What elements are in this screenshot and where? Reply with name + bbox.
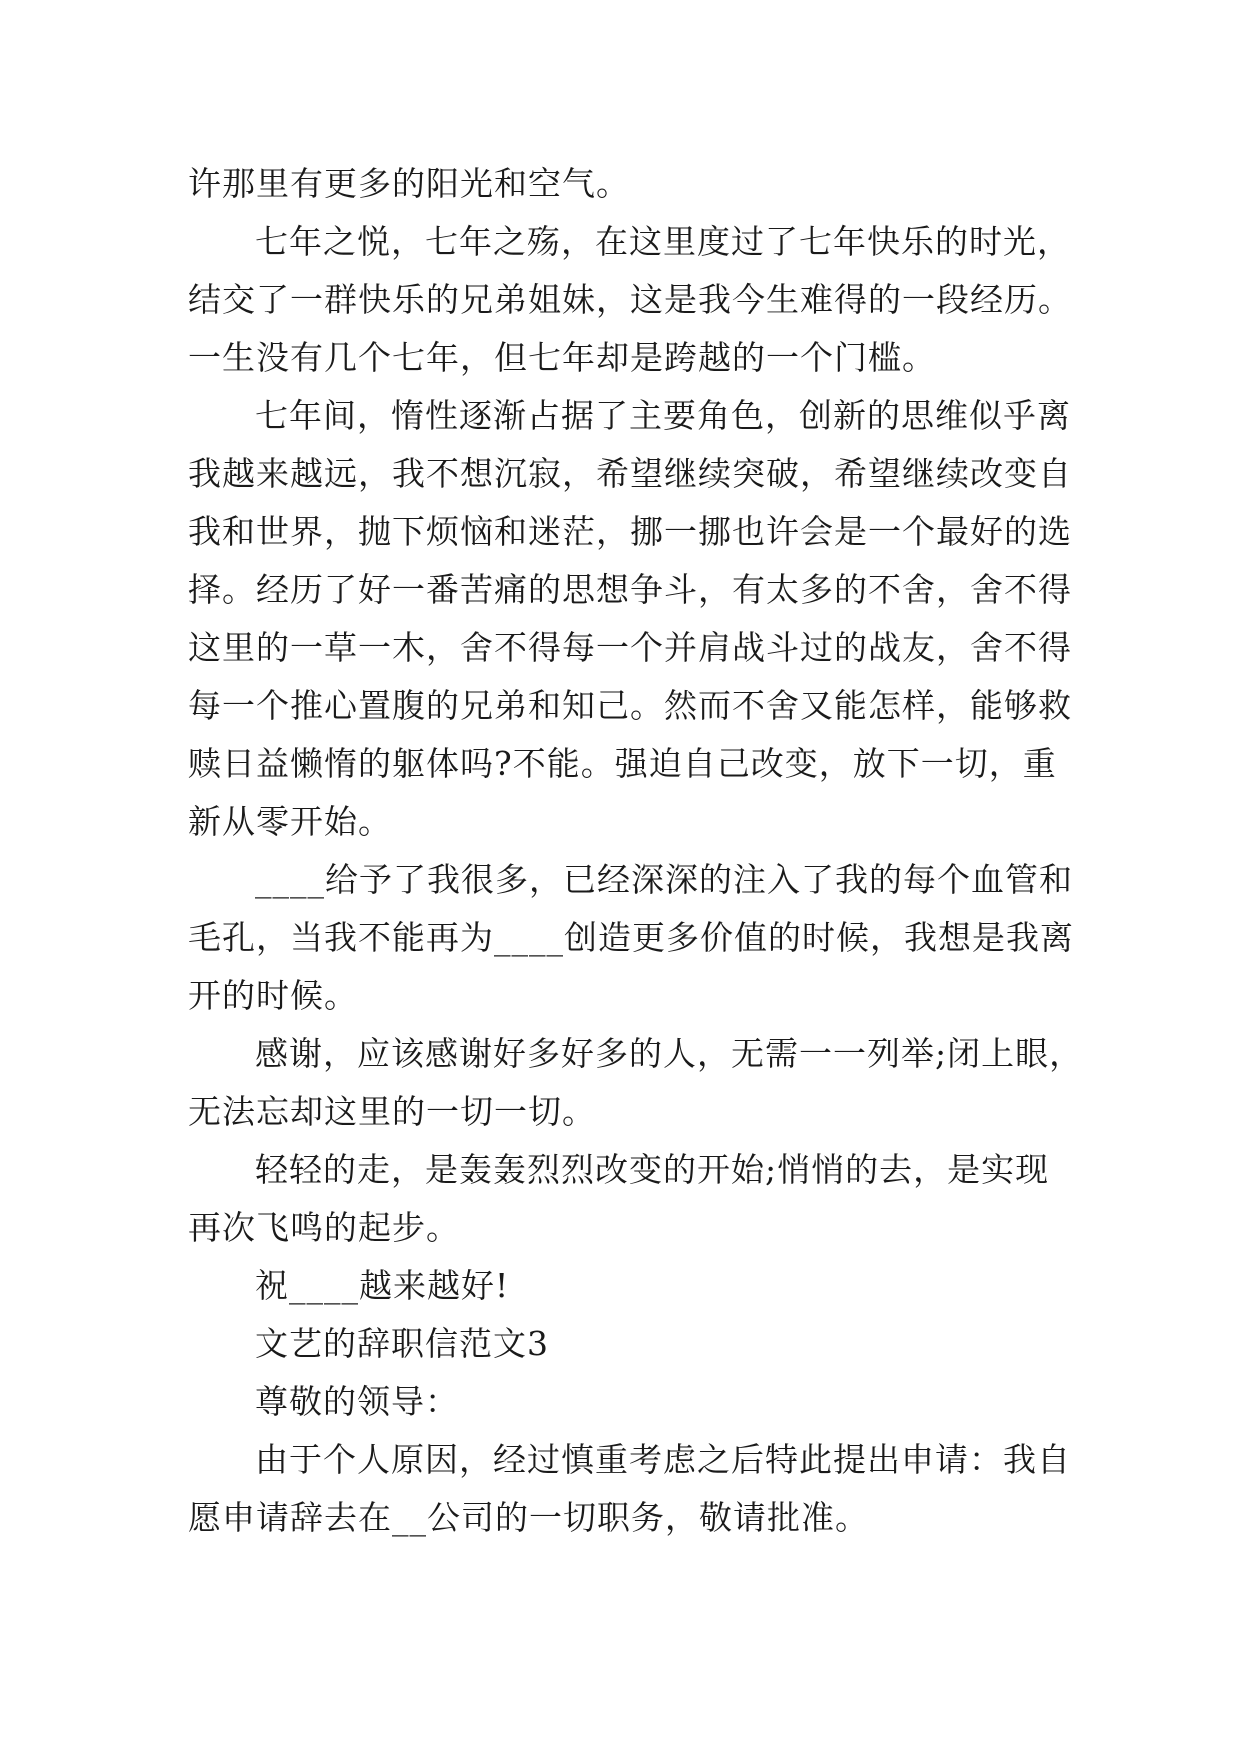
body-line: 无法忘却这里的一切一切。 bbox=[188, 1092, 596, 1131]
closing-wish: 祝____越来越好! bbox=[255, 1266, 510, 1305]
body-line: 再次飞鸣的起步。 bbox=[188, 1208, 460, 1247]
body-line: 愿申请辞去在__公司的一切职务，敬请批准。 bbox=[188, 1498, 869, 1537]
paragraph-start-line: ____给予了我很多，已经深深的注入了我的每个血管和 bbox=[255, 860, 1073, 899]
body-line: 一生没有几个七年，但七年却是跨越的一个门槛。 bbox=[188, 338, 936, 377]
body-line: 我越来越远，我不想沉寂，希望继续突破，希望继续改变自 bbox=[188, 454, 1072, 493]
paragraph-start-line: 感谢，应该感谢好多好多的人，无需一一列举;闭上眼， bbox=[255, 1034, 1084, 1073]
paragraph-start-line: 轻轻的走，是轰轰烈烈改变的开始;悄悄的去，是实现 bbox=[255, 1150, 1050, 1189]
body-line: 赎日益懒惰的躯体吗?不能。强迫自己改变，放下一切，重 bbox=[188, 744, 1057, 783]
body-line: 我和世界，抛下烦恼和迷茫，挪一挪也许会是一个最好的选 bbox=[188, 512, 1072, 551]
body-line: 许那里有更多的阳光和空气。 bbox=[188, 164, 630, 203]
body-line: 毛孔，当我不能再为____创造更多价值的时候，我想是我离 bbox=[188, 918, 1074, 957]
body-line: 择。经历了好一番苦痛的思想争斗，有太多的不舍，舍不得 bbox=[188, 570, 1072, 609]
body-line: 结交了一群快乐的兄弟姐妹，这是我今生难得的一段经历。 bbox=[188, 280, 1072, 319]
section-heading: 文艺的辞职信范文3 bbox=[255, 1324, 549, 1363]
paragraph-start-line: 由于个人原因，经过慎重考虑之后特此提出申请：我自 bbox=[255, 1440, 1071, 1479]
body-line: 新从零开始。 bbox=[188, 802, 392, 841]
body-line: 开的时候。 bbox=[188, 976, 358, 1015]
body-line: 这里的一草一木，舍不得每一个并肩战斗过的战友，舍不得 bbox=[188, 628, 1072, 667]
body-line: 每一个推心置腹的兄弟和知己。然而不舍又能怎样，能够救 bbox=[188, 686, 1072, 725]
paragraph-start-line: 七年间，惰性逐渐占据了主要角色，创新的思维似乎离 bbox=[255, 396, 1071, 435]
paragraph-start-line: 七年之悦，七年之殇，在这里度过了七年快乐的时光， bbox=[255, 222, 1071, 261]
salutation: 尊敬的领导： bbox=[255, 1382, 459, 1421]
